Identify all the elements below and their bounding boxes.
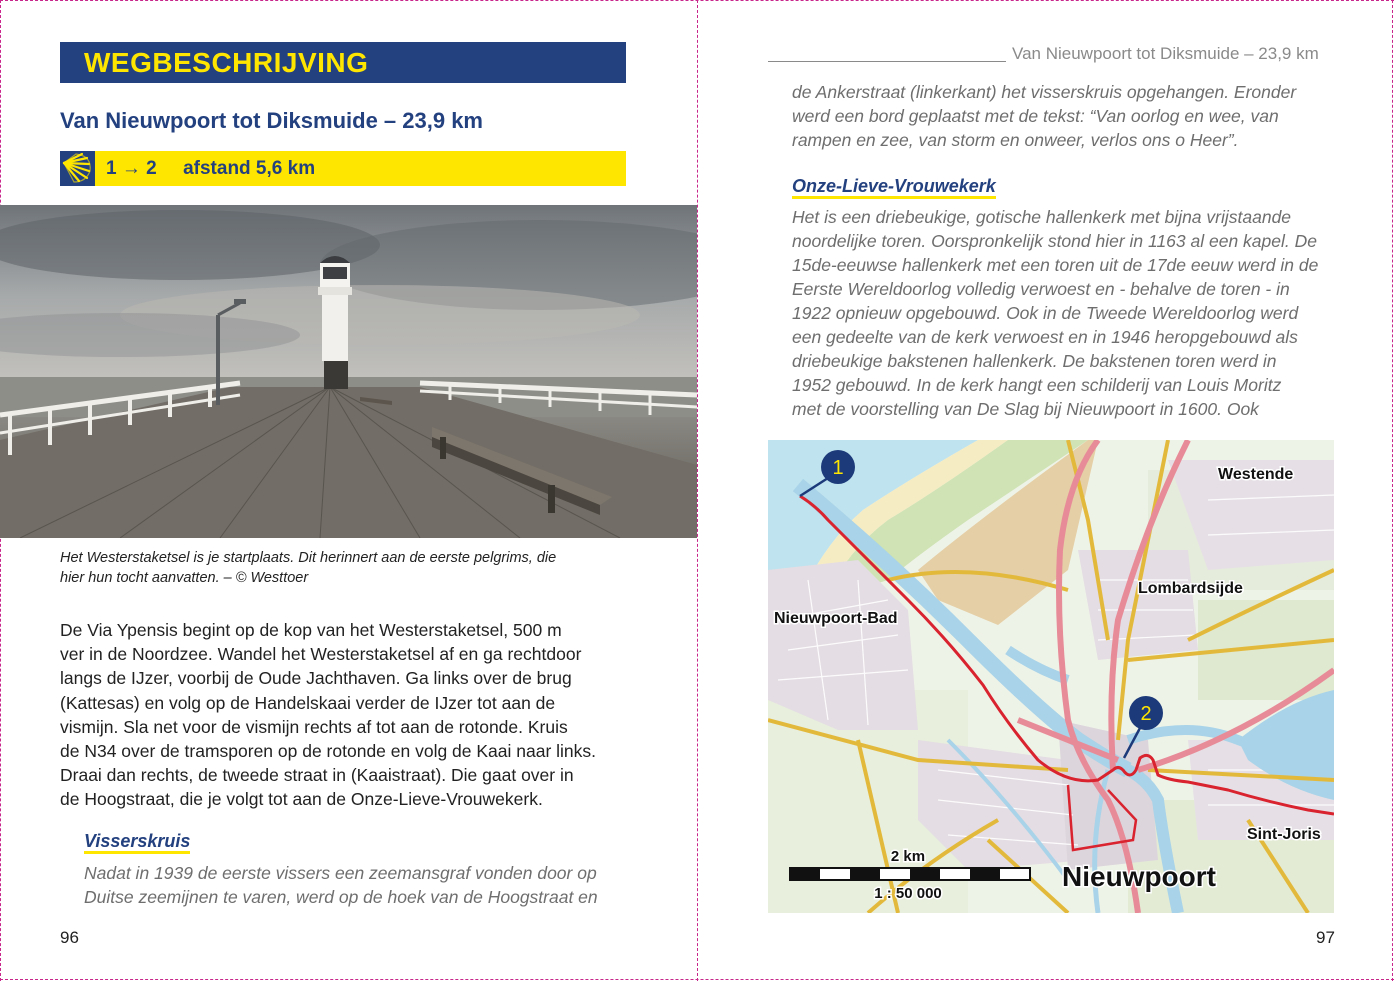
stage-label: 1 → 2 afstand 5,6 km [106,158,316,179]
body-line: 1922 opnieuw opgebouwd. Ook in de Tweede Wereldoorlog werd [792,303,1299,323]
body-line: vismijn. Sla net voor de vismijn rechts af tot aan de rotonde. Kruis [60,716,568,737]
body-line: noordelijke toren. Oorspronkelijk stond hier in 1163 al een kapel. De [792,231,1317,251]
scallop-shell-icon [60,151,95,186]
body-line: de Ankerstraat (linkerkant) het visserskruis opgehangen. Eronder [792,82,1297,102]
svg-text:2: 2 [1140,703,1152,725]
visserskruis-continued [792,80,1335,152]
photo-caption [60,548,630,588]
page-number-right: 97 [1316,928,1335,947]
page-border-top [0,0,1394,1]
body-line: De Via Ypensis begint op de kop van het Westerstaketsel, 500 m [60,620,562,640]
map-label-sint-joris: Sint-Joris [1247,826,1321,843]
stage-bar [60,151,626,186]
body-line: ver in de Noordzee. Wandel het Westerstaketsel af en ga rechtdoor [60,644,582,665]
map-label-nieuwpoort-bad: Nieuwpoort-Bad [774,610,898,627]
body-line: rampen en zee, van storm en onweer, verlos ons o Heer”. [792,130,1239,150]
caption-line: Het Westerstaketsel is je startplaats. Dit herinnert aan de eerste pelgrims, die [60,550,557,566]
svg-text:1 : 50 000: 1 : 50 000 [874,885,942,902]
body-line: 1952 gebouwd. In de kerk hangt een schilderij van Louis Moritz [792,375,1282,395]
route-title: Van Nieuwpoort tot Diksmuide – 23,9 km [60,108,483,133]
visserskruis-text [84,861,628,909]
body-line: met de voorstelling van De Slag bij Nieuwpoort in 1600. Ook [792,399,1259,419]
visserskruis-heading [84,831,190,852]
map-label-westende: Westende [1218,466,1294,483]
body-line: de N34 over de tramsporen op de rotonde en volg de Kaai naar links. [60,741,597,762]
kerk-heading-text: Onze-Lieve-Vrouwekerk [792,176,996,196]
section-banner [60,42,626,83]
body-line: langs de IJzer, voorbij de Oude Jachthaven. Ga links over de brug [60,668,572,689]
caption-line: hier hun tocht aanvatten. – © Westtoer [60,570,309,586]
body-line: werd een bord geplaatst met de tekst: “Van oorlog en wee, van [792,106,1279,126]
body-line: driebeukige bakstenen hallenkerk. De bakstenen toren werd in [792,351,1277,371]
heading-underline [84,851,190,854]
kerk-heading [792,176,996,197]
heading-underline [792,196,996,199]
body-line: (Kattesas) en volg op de Handelskaai verder de IJzer tot aan de [60,692,556,713]
body-line: Nadat in 1939 de eerste vissers een zeemansgraf vonden door op [84,863,597,883]
body-line: Duitse zeemijnen te varen, werd op de hoek van de Hoogstraat en [84,887,598,907]
body-line: Eerste Wereldoorlog volledig verwoest en - behalve de toren - in [792,279,1290,299]
svg-text:2 km: 2 km [890,848,926,865]
body-line: 15de-eeuwse hallenkerk met een toren uit de 17de eeuw werd in de [792,255,1319,275]
kerk-text [792,205,1335,421]
section-title: WEGBESCHRIJVING [84,47,369,78]
svg-text:1: 1 [832,457,844,479]
map-label-nieuwpoort: Nieuwpoort [1062,861,1216,892]
running-head: Van Nieuwpoort tot Diksmuide – 23,9 km [1012,44,1319,63]
westerstaketsel-photo [0,205,697,538]
page-number-left: 96 [60,928,79,947]
map-label-lombardsijde: Lombardsijde [1138,580,1243,597]
visserskruis-heading-text: Visserskruis [84,831,191,851]
body-line: Draai dan rechts, de tweede straat in (Kaaistraat). Die gaat over in [60,765,574,786]
route-map [768,440,1334,913]
route-description [60,618,626,812]
body-line: een gedeelte van de kerk verwoest en in 1946 heropgebouwd als [792,327,1298,347]
body-line: de Hoogstraat, die je volgt tot aan de Onze-Lieve-Vrouwekerk. [60,789,543,810]
page-gutter [697,0,698,981]
page-border-right [1392,0,1393,981]
body-line: Het is een driebeukige, gotische hallenkerk met bijna vrijstaande [792,207,1292,227]
page-border-bottom [0,979,1394,980]
running-head-rule [768,61,1006,62]
